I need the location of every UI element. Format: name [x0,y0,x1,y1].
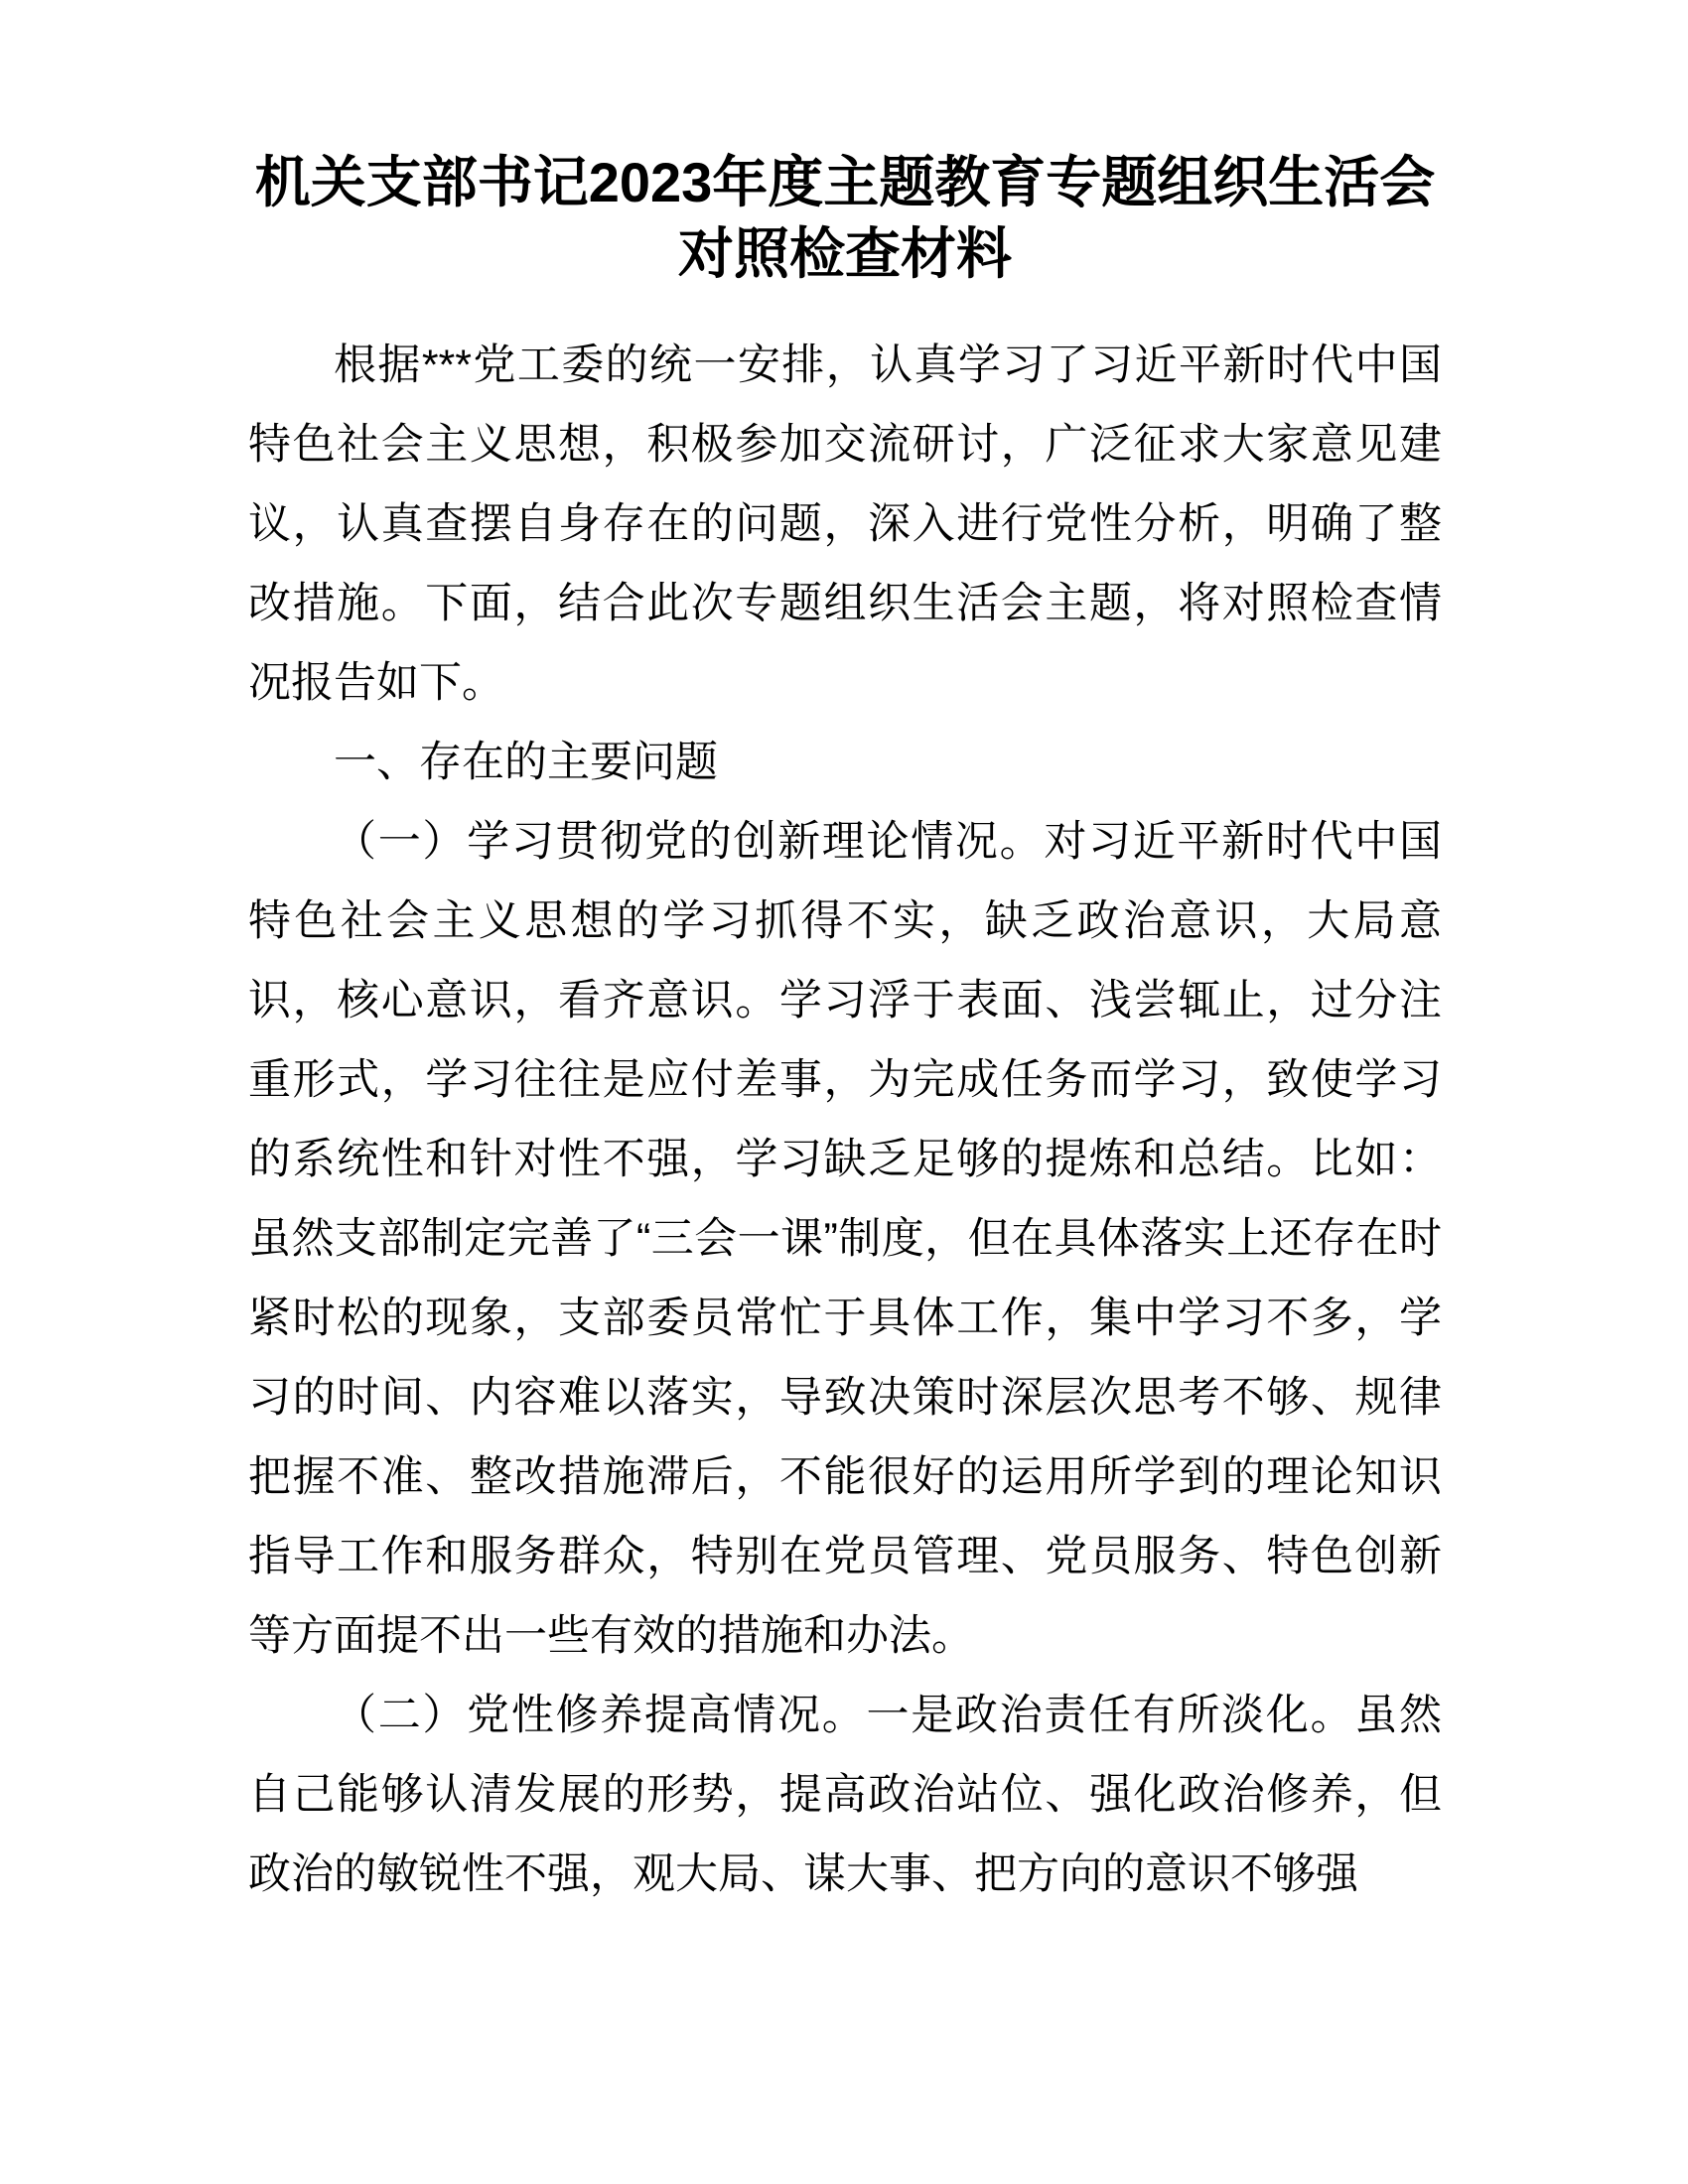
paragraph-item-two: （二）党性修养提高情况。一是政治责任有所淡化。虽然自己能够认清发展的形势，提高政治站位、强化政治修养，但政治的敏锐性不强，观大局、谋大事、把方向的意识不够强 [248,1692,1442,1898]
page-title [248,0,1442,290]
paragraph-preamble: 根据***党工委的统一安排，认真学习了习近平新时代中国特色社会主义思想，积极参加交流研讨，广泛征求大家意见建议，认真查摆自身存在的问题，深入进行党性分析，明确了整改措施。下面，结合此次专题组织生活会主题，将对照检查情况报告如下。 [248,341,1442,707]
page-title-text: 机关支部书记2023年度主题教育专题组织生活会对照检查材料 [254,151,1436,285]
section-heading-main-problems: 一、存在的主要问题 [334,739,718,786]
document-content [248,0,1442,1914]
paragraph-item-one: （一）学习贯彻党的创新理论情况。对习近平新时代中国特色社会主义思想的学习抓得不实，缺乏政治意识，大局意识，核心意识，看齐意识。学习浮于表面、浅尝辄止，过分注重形式，学习往往是应付差事，为完成任务而学习，致使学习的系统性和针对性不强，学习缺乏足够的提炼和总结。比如：虽然支部制定完善了“三会一课”制度，但在具体落实上还存在时紧时松的现象，支部委员常忙于具体工作，集中学习不多，学习的时间、内容难以落实，导致决策时深层次思考不够、规律把握不准、整改措施滞后，不能很好的运用所学到的理论知识指导工作和服务群众，特别在党员管理、党员服务、特色创新等方面提不出一些有效的措施和办法。 [248,818,1442,1660]
